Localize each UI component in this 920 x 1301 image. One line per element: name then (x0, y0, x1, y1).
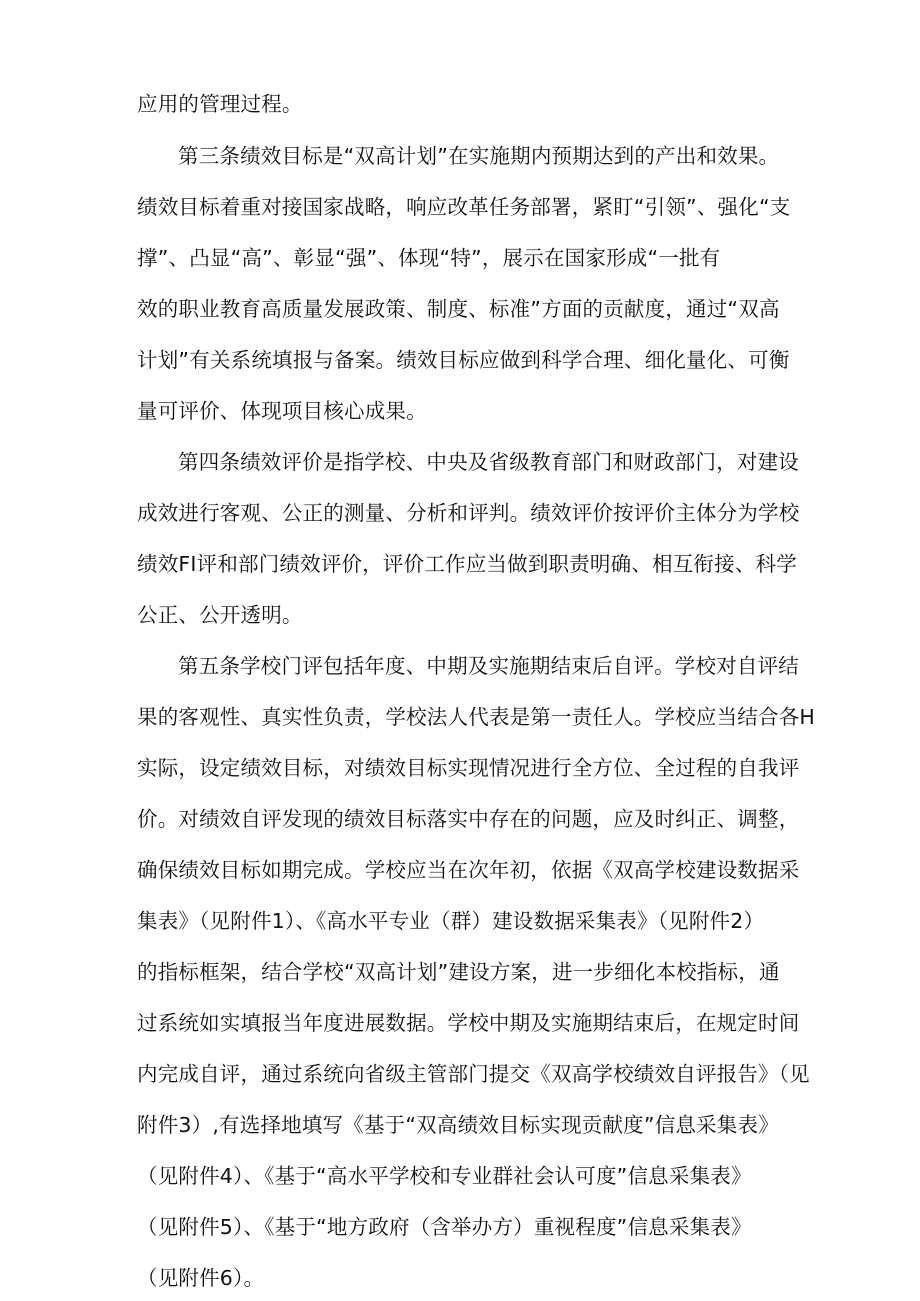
text-line: 的指标框架，结合学校“双高计划”建设方案，进一步细化本校指标，通 (137, 960, 780, 984)
text-line: 公正、公开透明。 (137, 603, 303, 627)
text-line: 过系统如实填报当年度进展数据。学校中期及实施期结束后，在规定时间 (137, 1011, 800, 1035)
text-line: 计划”有关系统填报与备案。绩效目标应做到科学合理、细化量化、可衡 (137, 348, 790, 372)
text-line: 效的职业教育高质量发展政策、制度、标准”方面的贡献度，通过“双高 (137, 297, 780, 321)
text-line: 量可评价、体现项目核心成果。 (137, 399, 427, 423)
text-line: 价。对绩效自评发现的绩效目标落实中存在的问题，应及时纠正、调整， (137, 807, 800, 831)
text-line: 成效进行客观、公正的测量、分析和评判。绩效评价按评价主体分为学校 (137, 501, 800, 525)
article-4-first-line: 第四条绩效评价是指学校、中央及省级教育部门和财政部门，对建设 (178, 450, 799, 474)
text-line: 绩效FI评和部门绩效评价，评价工作应当做到职责明确、相互衔接、科学 (137, 552, 797, 576)
text-line: （见附件6）。 (137, 1266, 265, 1290)
text-line: 实际，设定绩效目标，对绩效目标实现情况进行全方位、全过程的自我评 (137, 756, 800, 780)
article-3-first-line: 第三条绩效目标是“双高计划”在实施期内预期达到的产出和效果。 (178, 144, 780, 168)
text-line: （见附件4）、《基于“高水平学校和专业群社会认可度”信息采集表》 (137, 1164, 752, 1188)
text-line: 集表》（见附件1）、《高水平专业（群）建设数据采集表》（见附件2） (137, 909, 765, 933)
text-line: 附件3）,有选择地填写《基于“双高绩效目标实现贡献度”信息采集表》 (137, 1113, 779, 1137)
text-line: 果的客观性、真实性负责，学校法人代表是第一责任人。学校应当结合各H (137, 705, 816, 729)
text-line: 确保绩效目标如期完成。学校应当在次年初，依据《双高学校建设数据采 (137, 858, 800, 882)
article-5-first-line: 第五条学校门评包括年度、中期及实施期结束后自评。学校对自评结 (178, 654, 799, 678)
text-line: 内完成自评，通过系统向省级主管部门提交《双高学校绩效自评报告》（见 (137, 1062, 810, 1086)
text-line: 绩效目标着重对接国家战略，响应改革任务部署，紧盯“引领”、强化“支 (137, 195, 791, 219)
text-line: 应用的管理过程。 (137, 92, 303, 116)
text-line: （见附件5）、《基于“地方政府（含举办方）重视程度”信息采集表》 (137, 1215, 752, 1239)
text-line: 撑”、凸显“高”、彰显“强”、体现“特”，展示在国家形成“一批有 (137, 246, 721, 270)
